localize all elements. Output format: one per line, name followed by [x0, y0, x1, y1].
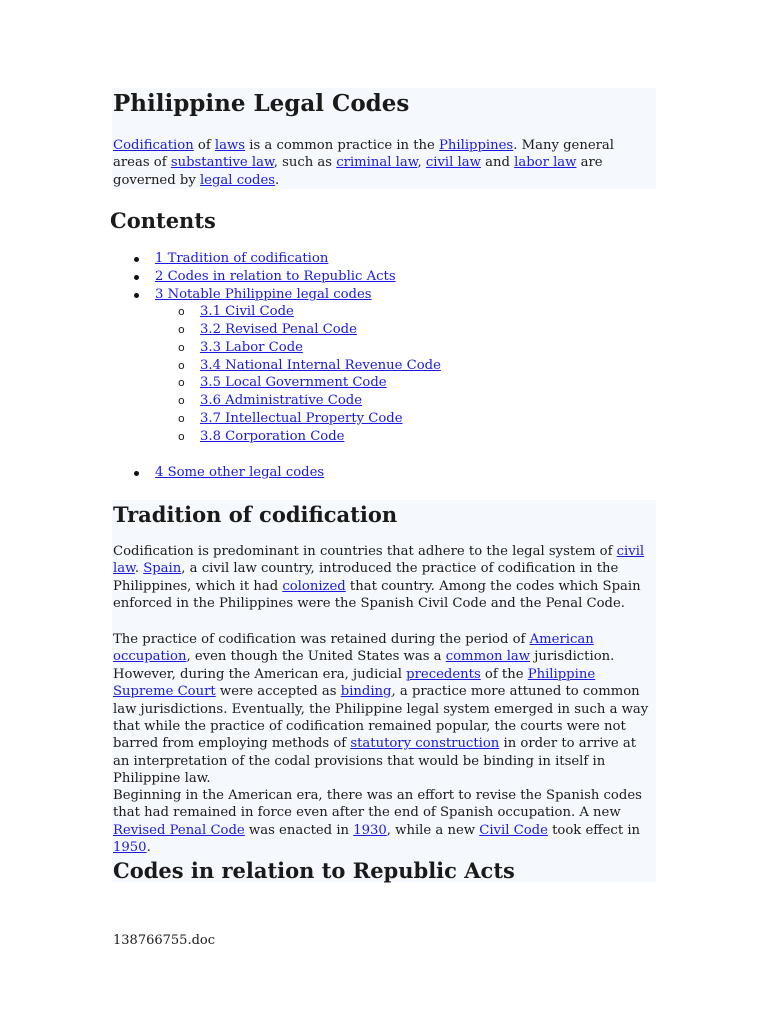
paragraph-text: Codification is predominant in countries that adhere to the legal system of	[113, 544, 617, 559]
link-1930[interactable]: 1930	[353, 822, 387, 838]
link-laws[interactable]: laws	[214, 138, 246, 153]
link-1950[interactable]: 1950	[113, 840, 147, 856]
toc-item	[178, 410, 403, 428]
toc-item	[178, 321, 357, 339]
paragraph-text: was enacted in	[244, 822, 354, 838]
paragraph-text: of the	[480, 666, 528, 682]
bullet-icon	[134, 293, 139, 298]
toc-item	[155, 250, 328, 268]
sub-bullet-icon: o	[178, 305, 185, 318]
paragraph-text: , a practice more attuned to common law jurisdictions. Eventually, the Philippine legal system emerged in such a way that while the practice of codification remained popular, the courts were not barred from employing methods of	[113, 684, 649, 752]
tradition-paragraph-3	[113, 787, 653, 857]
bullet-icon	[134, 257, 139, 262]
document-filename: 138766755.doc	[113, 933, 216, 948]
intro-paragraph	[113, 137, 653, 189]
link-civil-law[interactable]: civil law	[425, 155, 481, 171]
toc-link-3-1-civil-code[interactable]: 3.1 Civil Code	[200, 304, 294, 319]
section-heading-tradition: Tradition of codification	[113, 502, 398, 527]
link-civil-law[interactable]: civil law	[113, 544, 645, 577]
toc-link-2-codes-in-relation-to-republic-acts[interactable]: 2 Codes in relation to Republic Acts	[155, 269, 396, 284]
sub-bullet-icon: o	[178, 394, 185, 407]
bullet-icon	[134, 275, 139, 280]
paragraph-text: . Many general areas of	[113, 138, 615, 171]
paragraph-text: , such as	[273, 155, 337, 171]
paragraph-text: were accepted as	[215, 684, 341, 700]
toc-link-1-tradition-of-codification[interactable]: 1 Tradition of codification	[155, 251, 329, 266]
toc-item	[155, 286, 372, 304]
paragraph-text: ,	[417, 155, 426, 171]
sub-bullet-icon: o	[178, 376, 185, 389]
toc-link-3-7-intellectual-property-code[interactable]: 3.7 Intellectual Property Code	[200, 411, 403, 426]
paragraph-text: is a common practice in the	[245, 138, 440, 153]
toc-link-3-5-local-government-code[interactable]: 3.5 Local Government Code	[200, 375, 387, 390]
toc-link-3-notable-philippine-legal-codes[interactable]: 3 Notable Philippine legal codes	[155, 287, 372, 302]
link-substantive-law[interactable]: substantive law	[170, 155, 274, 171]
toc-item	[155, 268, 396, 286]
bullet-icon	[134, 471, 139, 476]
link-civil-code[interactable]: Civil Code	[479, 822, 548, 838]
link-philippine-supreme-court[interactable]: Philippine Supreme Court	[113, 666, 596, 700]
toc-link-3-3-labor-code[interactable]: 3.3 Labor Code	[200, 340, 303, 355]
toc-item	[178, 339, 303, 357]
link-precedents[interactable]: precedents	[406, 666, 481, 682]
paragraph-text: of	[193, 138, 215, 153]
toc-link-3-6-administrative-code[interactable]: 3.6 Administrative Code	[200, 393, 363, 408]
paragraph-text: are governed by	[113, 155, 603, 188]
link-american-occupation[interactable]: American occupation	[113, 632, 594, 665]
paragraph-text: jurisdiction. However, during the American era, judicial	[113, 649, 615, 682]
link-legal-codes[interactable]: legal codes	[199, 172, 276, 188]
toc-item	[155, 464, 324, 482]
paragraph-text: , a civil law country, introduced the practice of codification in the Philippines, which it had	[113, 561, 619, 594]
link-binding[interactable]: binding	[340, 684, 392, 700]
sub-bullet-icon: o	[178, 430, 185, 443]
link-philippines[interactable]: Philippines	[439, 138, 514, 153]
toc-item	[178, 428, 345, 446]
link-labor-law[interactable]: labor law	[514, 155, 577, 171]
paragraph-text: , while a new	[386, 822, 480, 838]
paragraph-text: .	[134, 561, 144, 577]
toc-link-4-some-other-legal-codes[interactable]: 4 Some other legal codes	[155, 465, 325, 480]
link-statutory-construction[interactable]: statutory construction	[350, 736, 500, 752]
paragraph-text: that country. Among the codes which Spain enforced in the Philippines were the Spanish Civil Code and the Penal Code.	[113, 578, 641, 612]
sub-bullet-icon: o	[178, 323, 185, 336]
paragraph-text: , even though the United States was a	[186, 649, 446, 665]
paragraph-text: and	[480, 155, 515, 171]
toc-item	[178, 374, 387, 392]
sub-bullet-icon: o	[178, 412, 185, 425]
paragraph-text: Beginning in the American era, there was an effort to revise the Spanish codes that had remained in force even after the end of Spanish occupation. A new	[113, 788, 642, 821]
paragraph-text: took effect in	[547, 822, 641, 838]
section-heading-republic-acts: Codes in relation to Republic Acts	[113, 858, 515, 883]
link-criminal-law[interactable]: criminal law	[336, 155, 418, 171]
link-spain[interactable]: Spain	[143, 561, 182, 577]
paragraph-text: .	[275, 172, 280, 188]
toc-link-3-4-national-internal-revenue-code[interactable]: 3.4 National Internal Revenue Code	[200, 358, 441, 373]
sub-bullet-icon: o	[178, 359, 185, 372]
contents-heading: Contents	[110, 208, 216, 233]
paragraph-text: .	[146, 840, 151, 856]
paragraph-text: The practice of codification was retained during the period of	[113, 632, 530, 647]
toc-link-3-2-revised-penal-code[interactable]: 3.2 Revised Penal Code	[200, 322, 357, 337]
toc-item	[178, 303, 294, 321]
link-colonized[interactable]: colonized	[282, 578, 346, 594]
link-common-law[interactable]: common law	[445, 649, 531, 665]
tradition-paragraph-1	[113, 543, 653, 613]
page-title: Philippine Legal Codes	[113, 90, 410, 117]
sub-bullet-icon: o	[178, 341, 185, 354]
toc-item	[178, 357, 441, 375]
link-codification[interactable]: Codification	[113, 138, 194, 153]
toc-link-3-8-corporation-code[interactable]: 3.8 Corporation Code	[200, 429, 345, 444]
paragraph-text: in order to arrive at an interpretation of the codal provisions that would be binding in itself in Philippine law.	[113, 736, 637, 787]
link-revised-penal-code[interactable]: Revised Penal Code	[113, 822, 245, 838]
toc-item	[178, 392, 363, 410]
tradition-paragraph-2	[113, 631, 653, 788]
